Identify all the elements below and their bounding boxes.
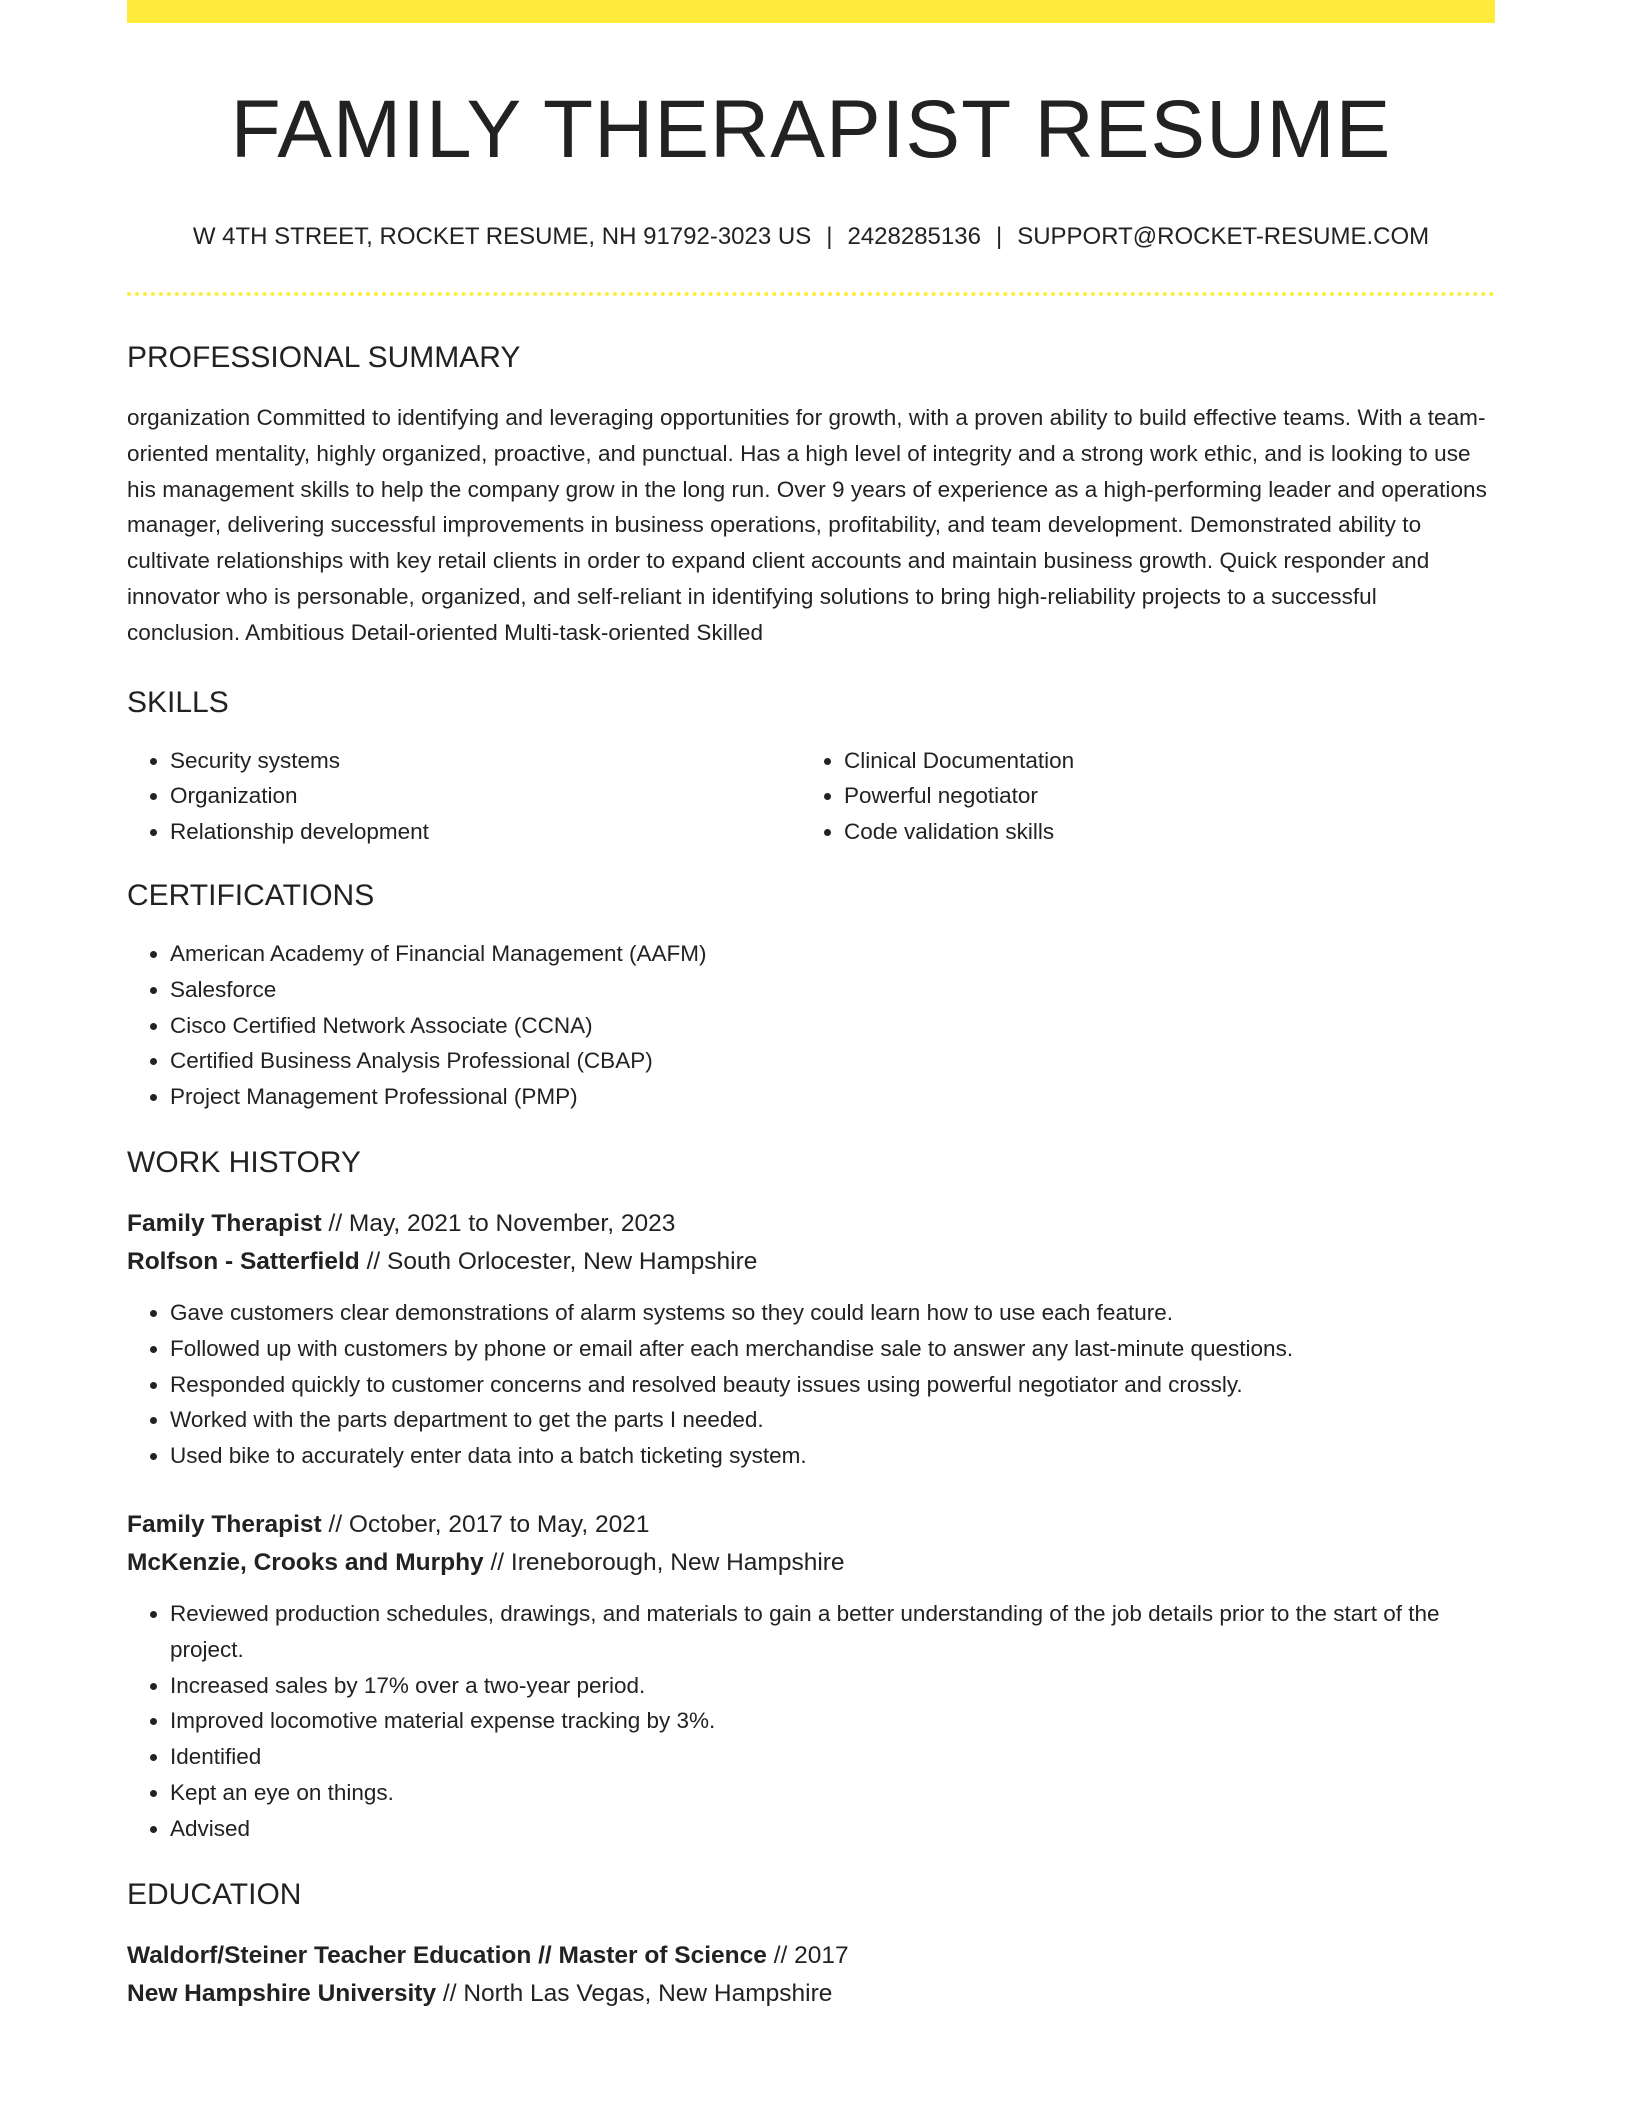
job-company: Rolfson - Satterfield [127, 1247, 360, 1275]
job-bullet-list [127, 1596, 1495, 1847]
skills-columns [127, 743, 1495, 850]
top-accent-bar [127, 0, 1495, 23]
skill-item: • Powerful negotiator [844, 778, 1475, 814]
job-entry [127, 1205, 1495, 1474]
work-history-heading: WORK HISTORY [127, 1145, 361, 1179]
education-school: New Hampshire University [127, 1979, 437, 2007]
education-degree-line [127, 1937, 1495, 1975]
certification-item: • Salesforce [170, 972, 1495, 1008]
summary-section [127, 340, 1495, 651]
job-bullet: • Advised [170, 1811, 1495, 1847]
address-text: W 4TH STREET, ROCKET RESUME, NH 91792-3023 US [192, 223, 812, 251]
certifications-heading: CERTIFICATIONS [127, 878, 375, 912]
job-bullet: • Worked with the parts department to get the parts I needed. [170, 1402, 1495, 1438]
job-location: // Ireneborough, New Hampshire [483, 1548, 845, 1576]
email-text: SUPPORT@ROCKET-RESUME.COM [1017, 223, 1430, 251]
skills-list-right [801, 743, 1475, 850]
skill-item: • Organization [170, 778, 801, 814]
job-bullet: • Used bike to accurately enter data into a batch ticketing system. [170, 1438, 1495, 1474]
work-history-section [127, 1145, 1495, 1847]
contact-separator: | [826, 223, 833, 251]
job-bullet: • Followed up with customers by phone or email after each merchandise sale to answer any last-minute questions. [170, 1331, 1495, 1367]
education-school-line [127, 1975, 1495, 2013]
skills-column-left [127, 743, 801, 850]
dotted-divider [127, 292, 1495, 296]
job-title: Family Therapist [127, 1510, 322, 1538]
phone-text: 2428285136 [847, 223, 981, 251]
contact-line [127, 223, 1495, 252]
skill-item: • Relationship development [170, 814, 801, 850]
skills-column-right [801, 743, 1475, 850]
certification-item: • Cisco Certified Network Associate (CCNA) [170, 1008, 1495, 1044]
education-degree: Waldorf/Steiner Teacher Education // Master of Science [127, 1941, 767, 1969]
job-company: McKenzie, Crooks and Murphy [127, 1548, 484, 1576]
education-section [127, 1877, 1495, 2013]
certification-item: • American Academy of Financial Management (AAFM) [170, 936, 1495, 972]
job-dates: // October, 2017 to May, 2021 [321, 1510, 650, 1538]
resume-title: FAMILY THERAPIST RESUME [230, 84, 1392, 175]
summary-paragraph: organization Committed to identifying and leveraging opportunities for growth, with a proven ability to build effective teams. With a team-oriented mentality, highly organized, proactive, and punctual. Has a high level of integrity and a strong work ethic, and is looking to use his management skills to help the company grow in the long run. Over 9 years of experience as a high-performing leader and operations manager, delivering successful improvements in business operations, profitability, and team development. Demonstrated ability to cultivate relationships with key retail clients in order to expand client accounts and maintain business growth. Quick responder and innovator who is personable, organized, and self-reliant in identifying solutions to bring high-reliability projects to a successful conclusion. Ambitious Detail-oriented Multi-task-oriented Skilled [127, 404, 1487, 645]
skills-section [127, 685, 1495, 850]
job-company-line [127, 1243, 1495, 1281]
job-bullet: • Increased sales by 17% over a two-year period. [170, 1668, 1495, 1704]
certification-item: • Project Management Professional (PMP) [170, 1079, 1495, 1115]
certifications-section [127, 878, 1495, 1115]
education-year: // 2017 [766, 1941, 849, 1969]
job-entry [127, 1506, 1495, 1847]
job-bullet: • Kept an eye on things. [170, 1775, 1495, 1811]
job-location: // South Orlocester, New Hampshire [359, 1247, 758, 1275]
resume-page [127, 0, 1495, 2013]
skills-heading: SKILLS [127, 685, 229, 719]
job-title: Family Therapist [127, 1209, 322, 1237]
job-dates: // May, 2021 to November, 2023 [321, 1209, 676, 1237]
job-bullet: • Gave customers clear demonstrations of alarm systems so they could learn how to use each feature. [170, 1295, 1495, 1331]
education-location: // North Las Vegas, New Hampshire [436, 1979, 833, 2007]
job-bullet-list [127, 1295, 1495, 1474]
skill-item: • Security systems [170, 743, 801, 779]
job-bullet: • Responded quickly to customer concerns and resolved beauty issues using powerful negotiator and crossly. [170, 1367, 1495, 1403]
certifications-list [127, 936, 1495, 1115]
skill-item: • Code validation skills [844, 814, 1475, 850]
certification-item: • Certified Business Analysis Professional (CBAP) [170, 1043, 1495, 1079]
job-company-line [127, 1544, 1495, 1582]
job-bullet: • Improved locomotive material expense tracking by 3%. [170, 1703, 1495, 1739]
job-title-line [127, 1506, 1495, 1544]
education-heading: EDUCATION [127, 1877, 302, 1911]
job-title-line [127, 1205, 1495, 1243]
skills-list-left [127, 743, 801, 850]
contact-separator: | [995, 223, 1003, 251]
job-bullet: • Reviewed production schedules, drawings, and materials to gain a better understanding of the job details prior to the start of the project. [170, 1596, 1495, 1668]
skill-item: • Clinical Documentation [844, 743, 1475, 779]
summary-heading: PROFESSIONAL SUMMARY [127, 340, 521, 374]
job-bullet: • Identified [170, 1739, 1495, 1775]
